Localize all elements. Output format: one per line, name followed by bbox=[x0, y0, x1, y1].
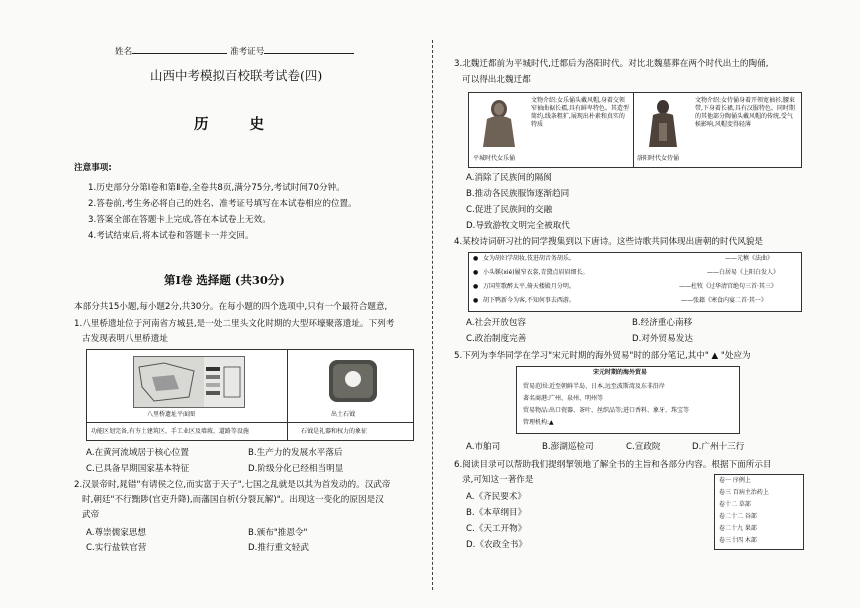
poem-line: 小头鞵(xié)履窄衣裳,青黛点眉眉细长。 bbox=[483, 269, 589, 276]
q6-stem: 录,可知这一著作是 bbox=[462, 475, 534, 485]
note-item: 1.历史部分分第Ⅰ卷和第Ⅱ卷,全卷共8页,满分75分,考试时间70分钟。 bbox=[88, 183, 345, 193]
site-map-image bbox=[133, 356, 245, 408]
note-item: 2.答卷前,考生务必将自己的姓名、准考证号填写在本试卷相应的位置。 bbox=[88, 199, 357, 209]
q5-option-b[interactable]: B.澎湖巡检司 bbox=[542, 442, 594, 452]
q3-option-d[interactable]: D.导致游牧文明完全被取代 bbox=[466, 221, 570, 231]
q1-figure-table bbox=[86, 349, 414, 441]
axe-description: 石钺是礼器和权力的象征 bbox=[301, 428, 368, 435]
stone-axe-caption: 出土石钺 bbox=[331, 411, 356, 418]
q2-option-c[interactable]: C.实行盐铁官营 bbox=[86, 543, 147, 553]
q5-option-d[interactable]: D.广州十三行 bbox=[692, 442, 745, 452]
q6-option-d[interactable]: D.《农政全书》 bbox=[466, 540, 527, 550]
q4-poems-box bbox=[468, 252, 802, 312]
stone-axe-image bbox=[323, 356, 383, 406]
notes-row: 贸易物品:出口瓷器、茶叶、丝织品等;进口香料、象牙、珠宝等 bbox=[523, 407, 690, 414]
q4-option-d[interactable]: D.对外贸易发达 bbox=[632, 334, 693, 344]
q5-option-c[interactable]: C.宣政院 bbox=[626, 442, 661, 452]
notes-heading: 注意事项: bbox=[74, 163, 112, 173]
fig1-description: 文物介绍:女乐俑头戴风帽,身着交领窄袖曲裾长襦,具有鲜卑特色。其造型简约,线条粗犷,展现出朴素和真实的特质 bbox=[531, 97, 629, 128]
section-heading: 第Ⅰ卷 选择题 (共30分) bbox=[164, 273, 285, 287]
q4-stem: 4.某校诗词研习社的同学搜集到以下唐诗。这些诗歌共同体现出唐朝的时代风貌是 bbox=[454, 237, 763, 247]
poem-line: 女为胡妇学胡妆,伎进胡音务胡乐。 bbox=[483, 255, 575, 262]
exam-title: 山西中考模拟百校联考试卷(四) bbox=[150, 68, 323, 83]
exam-no-label: 准考证号 bbox=[229, 47, 265, 57]
q6-option-c[interactable]: C.《天工开物》 bbox=[466, 524, 527, 534]
toc-entry: 卷二十九 果部 bbox=[719, 525, 757, 532]
subject-title: 历 史 bbox=[194, 116, 283, 133]
q2-option-a[interactable]: A.尊崇儒家思想 bbox=[86, 528, 147, 538]
toc-entry: 卷三十四 木部 bbox=[719, 537, 757, 544]
fig2-caption: 洛阳时代女侍俑 bbox=[637, 155, 680, 162]
site-map-caption: 八里桥遗址平面图 bbox=[147, 411, 196, 418]
section-instruction: 本部分共15小题,每小题2分,共30分。在每小题的四个选项中,只有一个最符合题意, bbox=[74, 302, 388, 312]
toc-entry: 卷一 序例上 bbox=[719, 477, 751, 484]
q1-option-b[interactable]: B.生产力的发展水平落后 bbox=[248, 448, 343, 458]
q4-option-a[interactable]: A.社会开放包容 bbox=[466, 318, 527, 328]
poem-bullet-icon: ● bbox=[473, 255, 479, 262]
q3-option-b[interactable]: B.推动各民族服饰逐渐趋同 bbox=[466, 189, 570, 199]
q2-stem: 武帝 bbox=[82, 510, 100, 520]
poem-bullet-icon: ● bbox=[473, 269, 479, 276]
fig2-description: 文物介绍:女侍俑身着开领宽袖衫,腰束带,下身着长裙,具有汉服特色。同时期的其他部分陶俑头戴风帽的传统,受气候影响,风帽変得轻薄 bbox=[695, 97, 795, 128]
notes-row: 管理机构:▲ bbox=[523, 419, 554, 426]
q3-option-c[interactable]: C.促进了民族间的交融 bbox=[466, 205, 553, 215]
poem-bullet-icon: ● bbox=[473, 283, 479, 290]
q3-figure-table bbox=[468, 92, 802, 168]
female-attendant-figurine bbox=[637, 97, 689, 149]
q4-option-c[interactable]: C.政治制度完善 bbox=[466, 334, 527, 344]
q1-option-c[interactable]: C.已具备早期国家基本特征 bbox=[86, 464, 190, 474]
q6-stem: 6.阅读目录可以帮助我们提纲挈领地了解全书的主旨和各部分内容。根据下面所示目 bbox=[454, 460, 772, 470]
poem-line: 胡下鸭新今为客,不知何事去西游。 bbox=[483, 297, 575, 304]
q5-notes-box bbox=[516, 366, 740, 434]
toc-entry: 卷三 百病主治药上 bbox=[719, 489, 769, 496]
q6-option-a[interactable]: A.《齐民要术》 bbox=[466, 492, 527, 502]
female-musician-figurine bbox=[473, 97, 525, 149]
right-column bbox=[454, 0, 806, 608]
note-item: 4.考试结束后,将本试卷和答题卡一并交回。 bbox=[88, 231, 254, 241]
column-divider bbox=[432, 40, 433, 590]
notes-title: 宋元时期的海外贸易 bbox=[593, 369, 648, 376]
notes-row: 著名商港:广州、泉州、明州等 bbox=[523, 395, 604, 402]
name-label: 姓名 bbox=[115, 47, 133, 57]
q6-option-b[interactable]: B.《本草纲目》 bbox=[466, 508, 527, 518]
note-item: 3.答案全部在答题卡上完成,答在本试卷上无效。 bbox=[88, 215, 271, 225]
poem-source: ——白居易《上阳白发人》 bbox=[707, 269, 780, 276]
q1-option-d[interactable]: D.阶级分化已经相当明显 bbox=[248, 464, 344, 474]
notes-row: 贸易范围:近至朝鲜半岛、日本,远至波斯湾及东非沿岸 bbox=[523, 383, 665, 390]
q1-stem: 古发现表明八里桥遗址 bbox=[82, 334, 168, 344]
q3-stem: 3.北魏迁都前为平城时代,迁都后为洛阳时代。对比北魏墓葬在两个时代出土的陶俑, bbox=[454, 59, 769, 69]
q5-stem: 5.下列为李华同学在学习"宋元时期的海外贸易"时的部分笔记,其中" ▲ "处应为 bbox=[454, 351, 751, 361]
poem-bullet-icon: ● bbox=[473, 297, 479, 304]
left-column bbox=[74, 0, 418, 608]
q2-stem: 2.汉景帝时,晁错"有请侯之位,而实富于天子",七国之乱就是以其为首发动的。汉武帝 bbox=[74, 480, 391, 490]
q3-option-a[interactable]: A.消除了民族间的隔阂 bbox=[466, 173, 552, 183]
toc-entry: 卷十二 草部 bbox=[719, 501, 751, 508]
site-description: 功能区划完备,有夯土建筑区、手工业区及墙坡、道路等设施 bbox=[91, 428, 249, 435]
q3-stem: 可以得出北魏迁都 bbox=[462, 75, 531, 85]
q5-option-a[interactable]: A.市舶司 bbox=[466, 442, 501, 452]
poem-source: ——元稹《法曲》 bbox=[725, 255, 774, 262]
poem-line: 万国笙歌醉太平,倚天楼殿月分明。 bbox=[483, 283, 575, 290]
toc-entry: 卷二十二 谷部 bbox=[719, 513, 757, 520]
q6-toc-box bbox=[714, 474, 804, 550]
q1-option-a[interactable]: A.在黄河流域居于核心位置 bbox=[86, 448, 189, 458]
fig1-caption: 平城时代女乐俑 bbox=[473, 155, 516, 162]
q2-option-b[interactable]: B.颁布"推恩令" bbox=[248, 528, 308, 538]
q2-stem: 时,朝廷"不行黜陟(官吏升降),而藩国自析(分裂瓦解)"。出现这一变化的原因是汉 bbox=[82, 495, 384, 505]
poem-source: ——张籍《寒食内宴二首·其一》 bbox=[681, 297, 767, 304]
q2-option-d[interactable]: D.推行重文轻武 bbox=[248, 543, 309, 553]
name-field bbox=[115, 44, 354, 58]
q1-stem: 1.八里桥遗址位于河南省方城县,是一处二里头文化时期的大型环壕聚落遗址。下列考 bbox=[74, 319, 395, 329]
q4-option-b[interactable]: B.经济重心南移 bbox=[632, 318, 693, 328]
poem-source: ——杜牧《过华清宫绝句三首·其三》 bbox=[679, 283, 777, 290]
